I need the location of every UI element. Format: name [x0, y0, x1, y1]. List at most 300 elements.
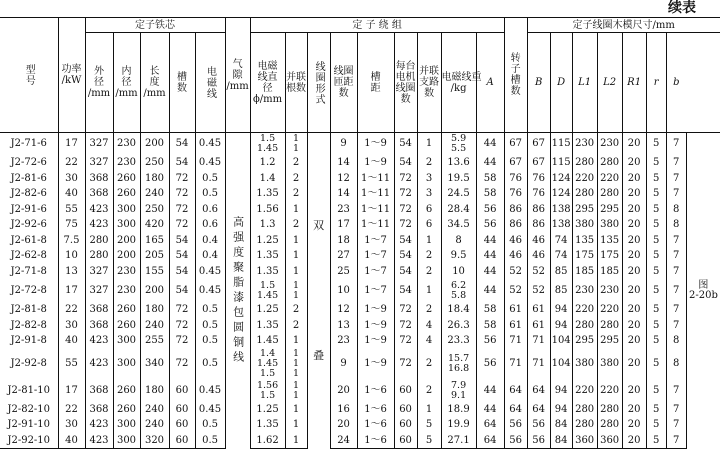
- parallel-cell-line: 1: [292, 434, 300, 446]
- dim-L1-cell: 220: [572, 379, 597, 402]
- coils-per-motor-cell: 72: [394, 349, 417, 379]
- rotor-slots-cell: 58: [476, 318, 504, 334]
- air-gap-cell: 0.5: [195, 187, 225, 203]
- dim-R1-cell: 20: [622, 264, 646, 280]
- wire-weight-cell: [441, 379, 476, 402]
- length-cell: 320: [140, 433, 169, 449]
- rotor-slots-cell: 44: [476, 264, 504, 280]
- header-air-gap: 气 隙 /mm: [225, 18, 250, 133]
- coils-per-motor-cell: 54: [394, 264, 417, 280]
- dim-B-cell: 64: [527, 379, 550, 402]
- dim-r-cell: 5: [646, 202, 666, 218]
- outer-dia-cell: 368: [85, 187, 113, 203]
- wire-dia-cell: [250, 280, 285, 303]
- dim-L2-cell: 220: [597, 171, 622, 187]
- air-gap-cell: 0.6: [195, 218, 225, 234]
- power-cell: 22: [58, 303, 85, 319]
- coils-per-motor-cell: 72: [394, 318, 417, 334]
- dim-D-cell: 104: [550, 334, 572, 350]
- table-row: [0, 379, 720, 402]
- outer-dia-cell: 423: [85, 334, 113, 350]
- slot-pitch-cell: 1～9: [357, 303, 394, 319]
- dim-A-cell: 86: [504, 202, 527, 218]
- parallel-cell-line: 1: [293, 358, 300, 369]
- parallel-cell: [285, 349, 307, 379]
- dim-B-cell: 86: [527, 202, 550, 218]
- parallel-cell: [285, 334, 307, 350]
- header-stator-core: 定子铁芯: [85, 18, 225, 33]
- dim-L1-cell: 295: [572, 334, 597, 350]
- parallel-cell: [285, 171, 307, 187]
- dim-r-cell: 5: [646, 156, 666, 172]
- slot-pitch-cell: 1～6: [357, 433, 394, 449]
- coil-form-text-1: 双: [313, 218, 325, 232]
- continued-label: 续表: [668, 0, 696, 16]
- inner-dia-cell: 230: [113, 264, 140, 280]
- dim-r-cell: 5: [646, 171, 666, 187]
- length-cell: 255: [140, 334, 169, 350]
- dim-L2-cell: 220: [597, 379, 622, 402]
- inner-dia-cell: 260: [113, 303, 140, 319]
- length-cell: 205: [140, 249, 169, 265]
- wire-dia-cell-line: 1.5: [260, 133, 276, 145]
- wire-dia-cell: [250, 233, 285, 249]
- dim-L2-cell: 380: [597, 349, 622, 379]
- wire-weight-cell-line: 28.4: [447, 203, 470, 215]
- dim-D-cell: 94: [550, 318, 572, 334]
- wire-weight-cell-line: 9.5: [450, 250, 467, 262]
- parallel-cell: [285, 233, 307, 249]
- wire-dia-cell: [250, 349, 285, 379]
- power-cell: 40: [58, 334, 85, 350]
- air-gap-cell: 0.4: [195, 249, 225, 265]
- wire-weight-cell: [441, 171, 476, 187]
- dim-A-cell: 64: [504, 402, 527, 418]
- parallel-cell-line: 2: [292, 319, 300, 331]
- model-cell: J2-92-10: [0, 433, 58, 449]
- slot-pitch-cell: 1～11: [357, 187, 394, 203]
- dim-r-cell: 5: [646, 402, 666, 418]
- dim-L1-cell: 280: [572, 187, 597, 203]
- outer-dia-cell: 368: [85, 171, 113, 187]
- slot-pitch-cell: 1～6: [357, 418, 394, 434]
- dim-R1-cell: 20: [622, 303, 646, 319]
- inner-dia-cell: 230: [113, 280, 140, 303]
- coils-per-motor-cell: 60: [394, 379, 417, 402]
- air-gap-cell: 0.5: [195, 433, 225, 449]
- slots-cell: 72: [169, 218, 195, 234]
- model-cell: J2-91-10: [7, 419, 51, 431]
- dim-b-cell: 7: [666, 318, 686, 334]
- dim-A-cell: 61: [504, 318, 527, 334]
- coils-per-motor-cell: 72: [394, 202, 417, 218]
- coils-per-motor-cell: 54: [394, 133, 417, 156]
- wire-dia-cell-line: 1.45: [256, 335, 279, 347]
- parallel-cell: [285, 402, 307, 418]
- dim-b-cell: 8: [666, 349, 686, 379]
- dim-L1-cell: 230: [572, 280, 597, 303]
- length-cell: 240: [140, 418, 169, 434]
- wire-dia-cell: [250, 303, 285, 319]
- header-L2: L2: [597, 33, 622, 133]
- branches-cell: 1: [417, 133, 441, 156]
- dim-R1-cell: 20: [622, 202, 646, 218]
- dim-L1-cell: 380: [572, 349, 597, 379]
- coil-pitch-cell: 13: [330, 318, 357, 334]
- dim-D-cell: 84: [550, 433, 572, 449]
- dim-A-cell: 56: [504, 433, 527, 449]
- length-cell: 200: [140, 133, 169, 156]
- slot-pitch-cell: 1～7: [357, 264, 394, 280]
- dim-A-cell: 76: [504, 171, 527, 187]
- air-gap-cell: 0.45: [195, 133, 225, 156]
- power-cell: 13: [58, 264, 85, 280]
- parallel-cell-line: 1: [293, 348, 300, 359]
- dim-B-cell: 76: [527, 187, 550, 203]
- coils-per-motor-cell: 54: [394, 233, 417, 249]
- wire-weight-cell: [441, 233, 476, 249]
- wire-weight-cell-line: 10: [452, 265, 465, 277]
- wire-weight-cell-line: 18.4: [447, 304, 470, 316]
- rotor-slots-cell: 44: [476, 249, 504, 265]
- wire-weight-cell: [441, 334, 476, 350]
- dim-L2-cell: 280: [597, 187, 622, 203]
- dim-L1-cell: 380: [572, 218, 597, 234]
- slot-pitch-cell: 1～9: [357, 156, 394, 172]
- coil-form-text-2: 叠: [313, 348, 325, 362]
- wire-dia-cell: [250, 318, 285, 334]
- wire-dia-cell: [250, 418, 285, 434]
- length-cell: 180: [140, 379, 169, 402]
- air-gap-cell: 0.5: [195, 334, 225, 350]
- slot-pitch-cell: 1～9: [357, 133, 394, 156]
- inner-dia-cell: 300: [113, 349, 140, 379]
- dim-D-cell: 94: [550, 402, 572, 418]
- power-cell: 17: [58, 280, 85, 303]
- coils-per-motor-cell: 54: [394, 156, 417, 172]
- coil-pitch-cell: 23: [330, 334, 357, 350]
- dim-B-cell: 71: [527, 349, 550, 379]
- wire-weight-cell-line: 6.2: [451, 280, 467, 291]
- parallel-cell-line: 1: [293, 290, 300, 301]
- wire-dia-cell-line: 1.35: [256, 319, 279, 331]
- dim-D-cell: 124: [550, 171, 572, 187]
- parallel-cell: [285, 156, 307, 172]
- wire-dia-cell: [250, 202, 285, 218]
- outer-dia-cell: 423: [85, 418, 113, 434]
- ref-fig-text-1: 图: [698, 279, 709, 291]
- wire-weight-cell: [441, 218, 476, 234]
- outer-dia-cell: 280: [85, 233, 113, 249]
- air-gap-cell: 0.45: [195, 402, 225, 418]
- dim-L1-cell: 280: [572, 402, 597, 418]
- slots-cell: 54: [169, 133, 195, 156]
- dim-B-cell: 52: [527, 264, 550, 280]
- coil-pitch-cell: 12: [330, 303, 357, 319]
- dim-B-cell: 52: [527, 280, 550, 303]
- dim-r-cell: 5: [646, 318, 666, 334]
- dim-A-cell: 67: [504, 156, 527, 172]
- model-cell: J2-81-6: [10, 172, 47, 184]
- parallel-cell: [285, 218, 307, 234]
- wire-weight-cell: [441, 280, 476, 303]
- slot-pitch-cell: 1～11: [357, 202, 394, 218]
- dim-L2-cell: 175: [597, 249, 622, 265]
- branches-cell: 2: [417, 249, 441, 265]
- slots-cell: 72: [169, 171, 195, 187]
- slots-cell: 54: [169, 156, 195, 172]
- parallel-cell-line: 1: [293, 133, 300, 145]
- dim-D-cell: 74: [550, 249, 572, 265]
- branches-cell: 3: [417, 171, 441, 187]
- rotor-slots-cell: 44: [476, 402, 504, 418]
- dim-B-cell: 67: [527, 156, 550, 172]
- dim-A-cell: 71: [504, 349, 527, 379]
- model-cell: J2-72-6: [10, 157, 47, 169]
- dim-r-cell: 5: [646, 379, 666, 402]
- wire-weight-cell-line: 19.5: [447, 172, 470, 184]
- header-slots: 槽 数: [169, 33, 195, 133]
- parallel-cell-line: 1: [292, 419, 300, 431]
- wire-dia-cell-line: 1.35: [256, 419, 279, 431]
- wire-weight-cell: [441, 349, 476, 379]
- wire-weight-cell: [441, 264, 476, 280]
- coil-pitch-cell: 10: [330, 280, 357, 303]
- dim-L2-cell: 185: [597, 264, 622, 280]
- branches-cell: 6: [417, 218, 441, 234]
- inner-dia-cell: 230: [113, 156, 140, 172]
- wire-weight-cell: [441, 249, 476, 265]
- slots-cell: 54: [169, 249, 195, 265]
- wire-weight-cell: [441, 418, 476, 434]
- dim-A-cell: 52: [504, 280, 527, 303]
- dim-L1-cell: 295: [572, 202, 597, 218]
- power-cell: 17: [58, 133, 85, 156]
- outer-dia-cell: 368: [85, 318, 113, 334]
- air-gap-cell: 0.45: [195, 264, 225, 280]
- dim-r-cell: 5: [646, 249, 666, 265]
- wire-weight-cell: [441, 156, 476, 172]
- dim-B-cell: 76: [527, 171, 550, 187]
- header-A: A: [476, 33, 504, 133]
- dim-b-cell: 7: [666, 264, 686, 280]
- slot-pitch-cell: 1～6: [357, 402, 394, 418]
- wire-dia-cell: [250, 133, 285, 156]
- parallel-cell-line: 1: [293, 368, 300, 379]
- inner-dia-cell: 300: [113, 334, 140, 350]
- power-cell: 30: [58, 418, 85, 434]
- header-power: 功率 /kW: [58, 18, 85, 133]
- dim-r-cell: 5: [646, 349, 666, 379]
- coils-per-motor-cell: 60: [394, 402, 417, 418]
- dim-R1-cell: 20: [622, 334, 646, 350]
- length-cell: 240: [140, 318, 169, 334]
- wire-dia-cell: [250, 187, 285, 203]
- air-gap-cell: 0.45: [195, 280, 225, 303]
- dim-R1-cell: 20: [622, 156, 646, 172]
- parallel-cell: [285, 379, 307, 402]
- wire-weight-cell-line: 8: [455, 234, 462, 246]
- dim-b-cell: 7: [666, 379, 686, 402]
- wire-weight-cell-line: 5.5: [451, 143, 467, 155]
- dim-L1-cell: 220: [572, 171, 597, 187]
- parallel-cell-line: 2: [292, 172, 300, 184]
- dim-R1-cell: 20: [622, 349, 646, 379]
- table-row: [0, 156, 720, 172]
- coil-pitch-cell: 27: [330, 249, 357, 265]
- coil-pitch-cell: 17: [330, 218, 357, 234]
- wire-dia-cell-line: 1.4: [260, 348, 276, 359]
- wire-dia-cell: [250, 264, 285, 280]
- dim-A-cell: 71: [504, 334, 527, 350]
- power-cell: 17: [58, 379, 85, 402]
- outer-dia-cell: 423: [85, 433, 113, 449]
- coils-per-motor-cell: 72: [394, 187, 417, 203]
- dim-R1-cell: 20: [622, 133, 646, 156]
- branches-cell: 1: [417, 233, 441, 249]
- dim-A-cell: 46: [504, 233, 527, 249]
- wire-weight-cell-line: 26.3: [447, 319, 470, 331]
- outer-dia-cell: 368: [85, 379, 113, 402]
- wire-weight-cell-line: 27.1: [447, 434, 470, 446]
- slot-pitch-cell: 1～9: [357, 318, 394, 334]
- wire-dia-cell: [250, 402, 285, 418]
- dim-A-cell: 56: [504, 418, 527, 434]
- wire-dia-cell-line: 1.62: [256, 434, 279, 446]
- table-row: [0, 133, 720, 156]
- table-row: [0, 418, 720, 434]
- wire-dia-cell-line: 1.2: [259, 157, 276, 169]
- header-b: b: [666, 33, 686, 133]
- table-row: [0, 249, 720, 265]
- slots-cell: 60: [169, 433, 195, 449]
- dim-r-cell: 5: [646, 418, 666, 434]
- header-parallel: 并联 根数: [285, 33, 307, 133]
- dim-L2-cell: 280: [597, 418, 622, 434]
- dim-R1-cell: 20: [622, 218, 646, 234]
- rotor-slots-cell: 64: [476, 433, 504, 449]
- coil-pitch-cell: 14: [330, 187, 357, 203]
- branches-cell: 1: [417, 402, 441, 418]
- model-cell: J2-71-8: [10, 265, 47, 277]
- dim-r-cell: 5: [646, 433, 666, 449]
- rotor-slots-cell: 56: [476, 349, 504, 379]
- header-wire-dia: 电磁 线直 径 ϕ/mm: [250, 33, 285, 133]
- length-cell: 240: [140, 187, 169, 203]
- slot-pitch-cell: 1～9: [357, 334, 394, 350]
- rotor-slots-cell: 56: [476, 334, 504, 350]
- wire-weight-cell-line: 34.5: [447, 219, 470, 231]
- dim-L2-cell: 220: [597, 303, 622, 319]
- inner-dia-cell: 260: [113, 187, 140, 203]
- coil-pitch-cell: 20: [330, 379, 357, 402]
- wire-weight-cell-line: 16.8: [447, 363, 470, 374]
- slot-pitch-cell: 1～9: [357, 349, 394, 379]
- dim-b-cell: 7: [666, 303, 686, 319]
- slot-pitch-cell: 1～6: [357, 379, 394, 402]
- dim-B-cell: 86: [527, 218, 550, 234]
- wire-dia-cell-line: 1.25: [256, 403, 279, 415]
- dim-B-cell: 71: [527, 334, 550, 350]
- dim-L1-cell: 220: [572, 303, 597, 319]
- wire-weight-cell: [441, 133, 476, 156]
- outer-dia-cell: 280: [85, 249, 113, 265]
- length-cell: 250: [140, 202, 169, 218]
- dim-L1-cell: 230: [572, 133, 597, 156]
- length-cell: 250: [140, 156, 169, 172]
- parallel-cell-line: 1: [293, 143, 300, 155]
- table-row: [0, 233, 720, 249]
- wire-dia-cell-line: 1.5: [260, 389, 276, 401]
- dim-D-cell: 115: [550, 156, 572, 172]
- air-gap-cell: 0.6: [195, 202, 225, 218]
- air-gap-cell: 0.4: [195, 233, 225, 249]
- dim-L2-cell: 295: [597, 334, 622, 350]
- dim-r-cell: 5: [646, 133, 666, 156]
- dim-D-cell: 115: [550, 133, 572, 156]
- slots-cell: 72: [169, 349, 195, 379]
- branches-cell: 2: [417, 349, 441, 379]
- header-wire-type: 电磁线: [195, 33, 225, 133]
- parallel-cell: [285, 318, 307, 334]
- parallel-cell: [285, 264, 307, 280]
- dim-L2-cell: 230: [597, 280, 622, 303]
- wire-dia-cell-line: 1.45: [256, 290, 279, 301]
- dim-A-cell: 52: [504, 264, 527, 280]
- slot-pitch-cell: 1～11: [357, 171, 394, 187]
- coil-form-cell: [307, 133, 330, 449]
- slots-cell: 72: [169, 187, 195, 203]
- dim-D-cell: 138: [550, 218, 572, 234]
- model-cell: J2-82-6: [10, 188, 47, 200]
- inner-dia-cell: 260: [113, 402, 140, 418]
- outer-dia-cell: 423: [85, 202, 113, 218]
- wire-dia-cell-line: 1.4: [259, 172, 276, 184]
- ref-fig-cell: [686, 133, 720, 449]
- branches-cell: 3: [417, 187, 441, 203]
- wire-weight-cell-line: 5.8: [451, 290, 467, 301]
- dim-L1-cell: 185: [572, 264, 597, 280]
- wire-weight-cell-line: 13.6: [447, 157, 470, 169]
- branches-cell: 4: [417, 334, 441, 350]
- wire-weight-cell: [441, 433, 476, 449]
- parallel-cell-line: 2: [292, 304, 300, 316]
- header-slot-pitch: 槽 距: [357, 33, 394, 133]
- inner-dia-cell: 300: [113, 202, 140, 218]
- wire-dia-cell-line: 1.56: [256, 203, 279, 215]
- parallel-cell-line: 1: [293, 389, 300, 401]
- branches-cell: 6: [417, 202, 441, 218]
- wire-weight-cell-line: 15.7: [447, 353, 470, 364]
- dim-B-cell: 56: [527, 433, 550, 449]
- wire-dia-cell: [250, 249, 285, 265]
- air-gap-cell: 0.5: [195, 303, 225, 319]
- wire-dia-cell-line: 1.35: [256, 250, 279, 262]
- table-row: [0, 202, 720, 218]
- rotor-slots-cell: 44: [476, 156, 504, 172]
- model-cell: J2-62-8: [10, 250, 47, 262]
- wire-dia-cell-line: 1.3: [259, 219, 276, 231]
- length-cell: 200: [140, 280, 169, 303]
- dim-D-cell: 74: [550, 233, 572, 249]
- slots-cell: 54: [169, 264, 195, 280]
- wire-weight-cell: [441, 187, 476, 203]
- coils-per-motor-cell: 60: [394, 418, 417, 434]
- header-branches: 并联 支路 数: [417, 33, 441, 133]
- header-model: 型号: [0, 18, 58, 133]
- power-cell: 30: [58, 171, 85, 187]
- dim-R1-cell: 20: [622, 318, 646, 334]
